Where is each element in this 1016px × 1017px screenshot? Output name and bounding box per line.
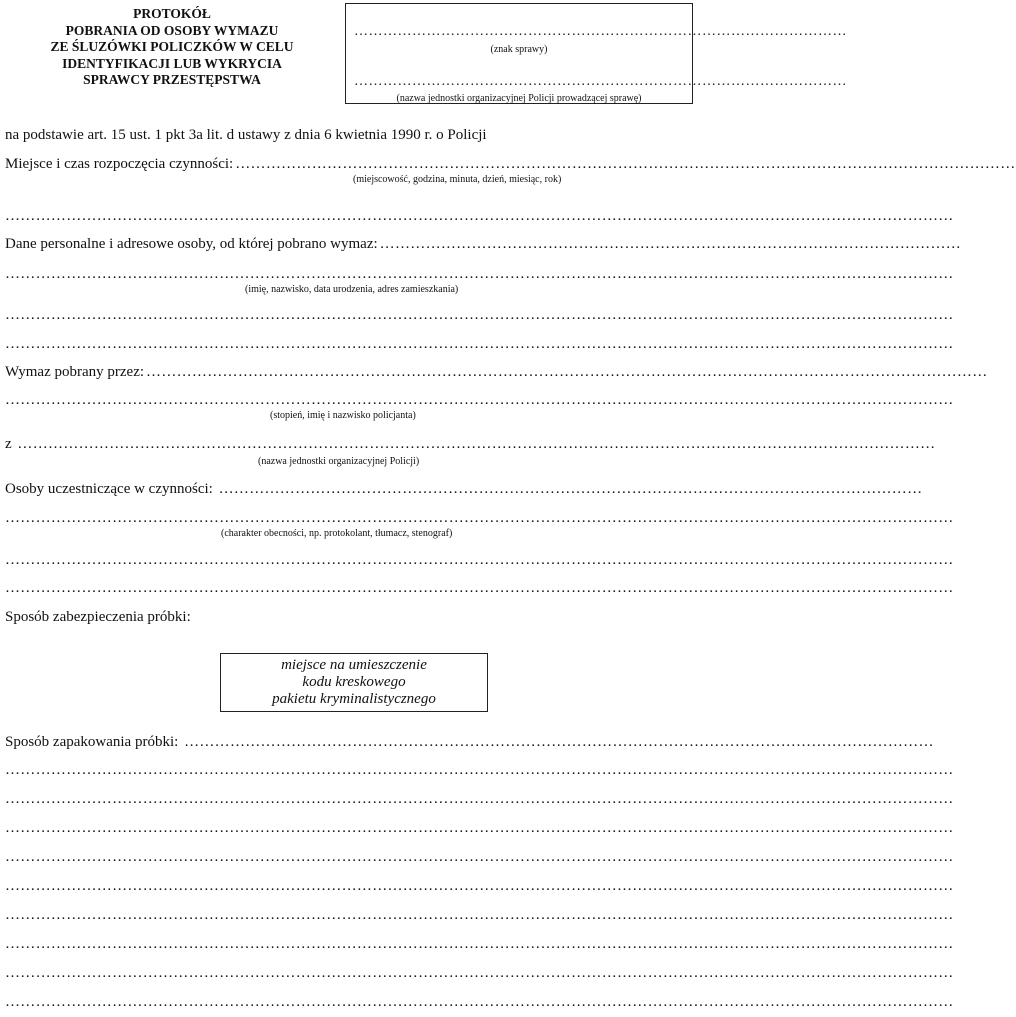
participants-label: Osoby uczestniczące w czynności:: [5, 481, 213, 497]
title-line: PROTOKÓŁ: [133, 6, 211, 21]
dotted-line[interactable]: ……………………………………………………………………………………………………………………………………………………………………: [5, 791, 954, 807]
from-unit-label: z: [5, 436, 12, 452]
title-line: IDENTYFIKACJI LUB WYKRYCIA: [62, 55, 282, 71]
packing-method-label: Sposób zapakowania próbki:: [5, 734, 179, 750]
personal-data-caption: (imię, nazwisko, data urodzenia, adres zamieszkania): [245, 284, 459, 295]
dotted-line[interactable]: ……………………………………………………………………………………………………………………………………………………………………: [5, 392, 954, 408]
barcode-box-line: kodu kreskowego: [302, 674, 406, 690]
personal-data-label: Dane personalne i adresowe osoby, od której pobrano wymaz:: [5, 236, 378, 252]
case-reference-box: [345, 3, 847, 104]
barcode-box-line: miejsce na umieszczenie: [281, 657, 427, 673]
dotted-line[interactable]: ……………………………………………………………………………………………………………………………………………………………………: [5, 965, 954, 981]
place-time-row[interactable]: Miejsce i czas rozpoczęcia czynności: ………………………………………………………………………………………………………………………………………: [5, 156, 1016, 172]
unit-name-field[interactable]: …………………………………………………………………………………………: [354, 74, 847, 89]
title-line: SPRAWCY PRZESTĘPSTWA: [83, 72, 261, 87]
unit-name-caption: (nazwa jednostki organizacyjnej Policji prowadzącej sprawę): [396, 93, 642, 104]
dotted-line[interactable]: ……………………………………………………………………………………………………………………………………………………………………: [5, 820, 954, 836]
collected-by-row[interactable]: Wymaz pobrany przez: …………………………………………………………………………………………………………………………………………………: [5, 364, 988, 380]
personal-data-row[interactable]: Dane personalne i adresowe osoby, od której pobrano wymaz: ……………………………………………………………………………………………………: [5, 236, 962, 252]
dotted-line[interactable]: ……………………………………………………………………………………………………………………………………………………………………: [5, 936, 954, 952]
collected-by-label: Wymaz pobrany przez:: [5, 364, 145, 380]
title-line: ZE ŚLUZÓWKI POLICZKÓW W CELU: [50, 39, 294, 54]
barcode-box-line: pakietu kryminalistycznego: [272, 691, 436, 707]
dotted-line[interactable]: ……………………………………………………………………………………………………………………………………………………………………: [5, 994, 954, 1010]
barcode-placement-box: [220, 653, 488, 712]
collected-by-caption: (stopień, imię i nazwisko policjanta): [270, 410, 416, 421]
document-title: [0, 6, 344, 89]
from-unit-caption: (nazwa jednostki organizacyjnej Policji): [258, 456, 420, 467]
case-number-caption: (znak sprawy): [490, 44, 548, 55]
packing-method-row[interactable]: Sposób zapakowania próbki: …………………………………………………………………………………………………………………………………: [5, 734, 934, 750]
dotted-line[interactable]: ……………………………………………………………………………………………………………………………………………………………………: [5, 208, 954, 224]
dotted-line[interactable]: ……………………………………………………………………………………………………………………………………………………………………: [5, 849, 954, 865]
dotted-line[interactable]: ……………………………………………………………………………………………………………………………………………………………………: [5, 510, 954, 526]
securing-method-label: Sposób zabezpieczenia próbki:: [5, 609, 191, 625]
dotted-line[interactable]: ……………………………………………………………………………………………………………………………………………………………………: [5, 307, 954, 323]
dotted-line[interactable]: ……………………………………………………………………………………………………………………………………………………………………: [5, 762, 954, 778]
dotted-line[interactable]: ……………………………………………………………………………………………………………………………………………………………………: [5, 266, 954, 282]
dotted-line[interactable]: ……………………………………………………………………………………………………………………………………………………………………: [5, 552, 954, 568]
place-time-caption: (miejscowość, godzina, minuta, dzień, miesiąc, rok): [353, 174, 562, 185]
case-number-field[interactable]: …………………………………………………………………………………………: [354, 24, 847, 39]
dotted-line[interactable]: ……………………………………………………………………………………………………………………………………………………………………: [5, 580, 954, 596]
from-unit-row[interactable]: z ………………………………………………………………………………………………………………………………………………………………: [5, 436, 936, 452]
dotted-line[interactable]: ……………………………………………………………………………………………………………………………………………………………………: [5, 336, 954, 352]
participants-row[interactable]: Osoby uczestniczące w czynności: …………………………………………………………………………………………………………………………: [5, 481, 923, 497]
participants-caption: (charakter obecności, np. protokolant, tłumacz, stenograf): [221, 528, 453, 539]
securing-method-row: [5, 608, 695, 626]
place-time-label: Miejsce i czas rozpoczęcia czynności:: [5, 156, 234, 172]
legal-basis: na podstawie art. 15 ust. 1 pkt 3a lit. d ustawy z dnia 6 kwietnia 1990 r. o Policji: [5, 127, 487, 143]
dotted-line[interactable]: ……………………………………………………………………………………………………………………………………………………………………: [5, 878, 954, 894]
dotted-line[interactable]: ……………………………………………………………………………………………………………………………………………………………………: [5, 907, 954, 923]
title-line: POBRANIA OD OSOBY WYMAZU: [65, 22, 279, 38]
